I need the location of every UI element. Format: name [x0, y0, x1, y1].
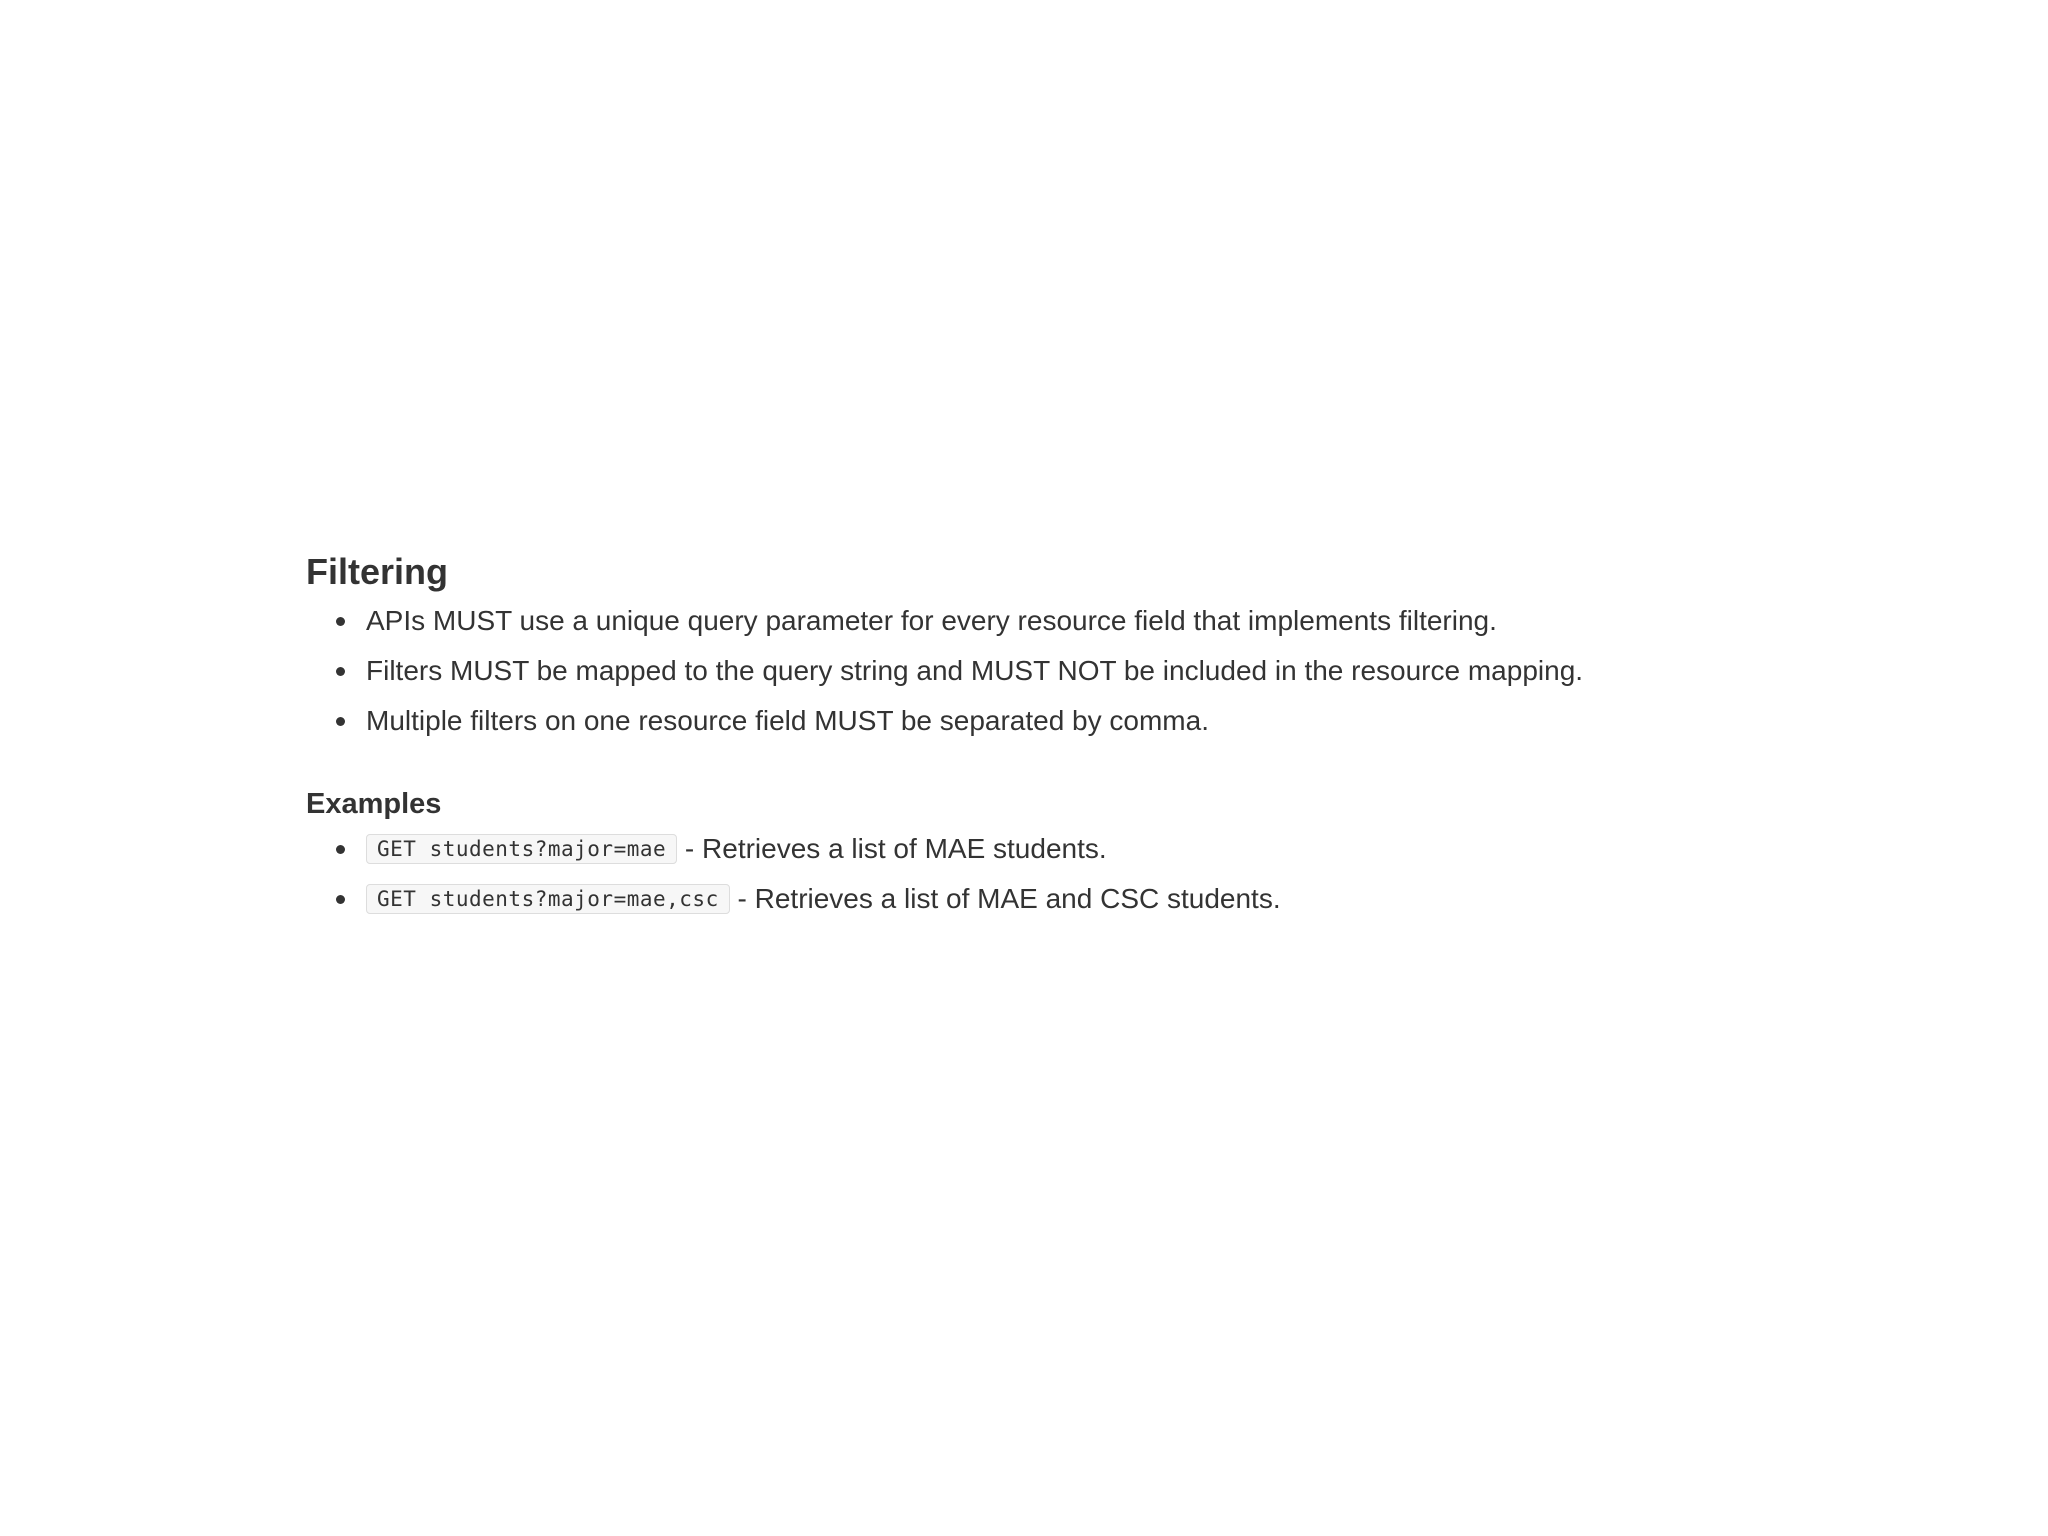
list-item — [306, 696, 1806, 746]
list-item — [306, 596, 1806, 646]
bullet-icon — [336, 845, 345, 854]
list-item — [306, 874, 1806, 924]
list-item — [306, 824, 1806, 874]
rule-text: APIs MUST use a unique query parameter for every resource field that implements filtering. — [366, 605, 1497, 636]
examples-title: Examples — [306, 788, 442, 820]
example-code: GET students?major=mae,csc — [366, 884, 730, 914]
section-title: Filtering — [306, 551, 448, 592]
bullet-icon — [336, 895, 345, 904]
example-description: - Retrieves a list of MAE students. — [677, 833, 1107, 864]
examples-list — [306, 824, 1806, 924]
example-code: GET students?major=mae — [366, 834, 677, 864]
rule-text: Multiple filters on one resource field MUST be separated by comma. — [366, 705, 1209, 736]
document-content — [306, 548, 1806, 924]
rules-list — [306, 596, 1806, 746]
bullet-icon — [336, 717, 345, 726]
list-item — [306, 646, 1806, 696]
bullet-icon — [336, 617, 345, 626]
bullet-icon — [336, 667, 345, 676]
rule-text: Filters MUST be mapped to the query string and MUST NOT be included in the resource mapping. — [366, 655, 1584, 686]
example-description: - Retrieves a list of MAE and CSC students. — [729, 883, 1281, 914]
